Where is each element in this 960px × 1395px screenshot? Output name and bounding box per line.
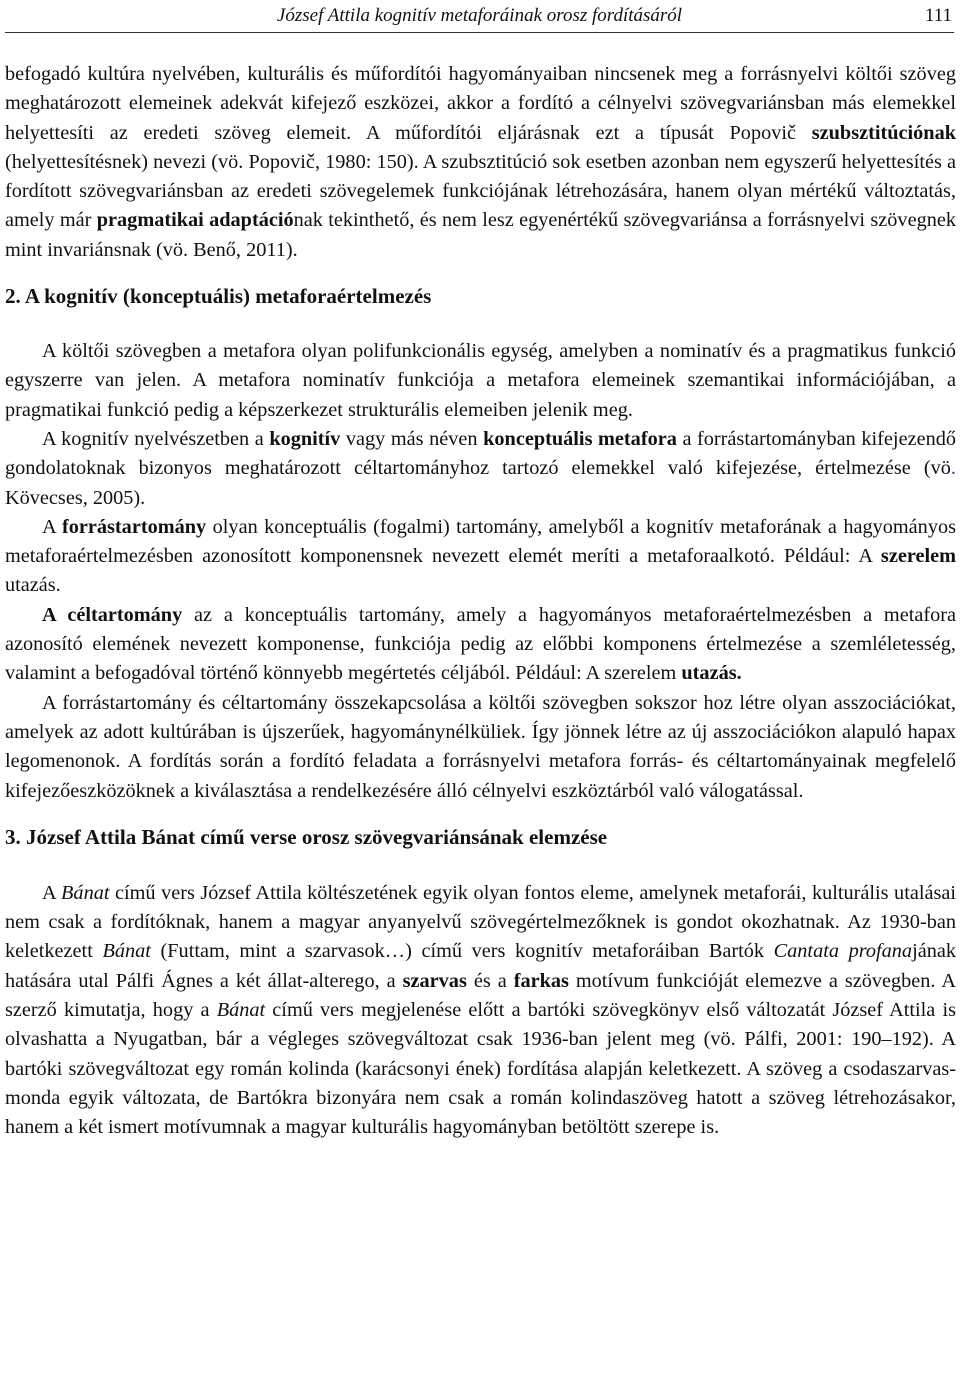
text-run: motívum funkcióját elemezve a szövegben. A szerző kimutatja, hogy a — [5, 969, 957, 1022]
text-run: befogadó kultúra nyelvében, kulturális és műfordítói hagyományaiban nincsenek meg a forrásnyelvi költői szöveg meghatározott elemeinek adekvát kifejező eszközei, akkor a fordító a célnyelvi szövegvariánsban más elemekkel helyettesíti az eredeti szöveg elemeit. A műfordítói eljárásnak ezt a típusát Popovič — [5, 63, 956, 144]
text-run: jának hatására utal Pálfi Ágnes a két állat-alterego, a — [5, 940, 956, 992]
term-bold: A céltartomány — [42, 603, 183, 626]
section-heading-2: 2. A kognitív (konceptuális) metaforaértelmezés — [5, 284, 432, 309]
term-bold: forrástartomány — [62, 515, 207, 538]
term-bold: pragmatikai adaptáció — [96, 209, 294, 232]
term-bold: szerelem — [880, 545, 956, 568]
term-bold: szarvas — [402, 969, 467, 992]
text-run: az a konceptuális tartomány, amely a hagyományos metaforaértelmezésben a metafora azonosító elemének nevezett komponense, funkciója pedig az előbbi komponens értelmezése a szemléletesség, valamint a befogadóval történő könnyebb megértetés céljából. Például: A szerelem — [5, 603, 956, 685]
page-number: 111 — [924, 5, 952, 26]
text-run: vagy más néven — [340, 427, 484, 450]
text-run: Kövecses, 2005). — [5, 486, 146, 509]
title-italic: Bánat — [102, 940, 151, 963]
section-heading-3: 3. József Attila Bánat című verse orosz szövegvariánsának elemzése — [5, 824, 608, 849]
text-run: A — [42, 515, 62, 538]
link-dot: . — [950, 457, 956, 480]
title-italic: Cantata profana — [773, 940, 913, 963]
term-bold: kognitív — [269, 427, 341, 450]
text-run: és a — [466, 969, 514, 992]
text-run: (Futtam, mint a szarvasok…) című vers kognitív metaforáiban Bartók — [150, 940, 774, 963]
text-run: utazás. — [5, 574, 61, 597]
paragraph-4 — [5, 513, 956, 601]
text-run: A kognitív nyelvészetben a — [42, 427, 270, 450]
body-text — [5, 60, 956, 1143]
term-bold: farkas — [513, 969, 569, 992]
title-italic: Bánat — [61, 881, 110, 904]
paragraph-7 — [5, 879, 956, 1143]
paragraph-6: A forrástartomány és céltartomány összekapcsolása a költői szövegben sokszor hoz létre olyan asszociációkat, amelyek az adott kultúrában is újszerűek, hagyománynélküliek. Így jönnek létre az új asszociációkon alapuló hapax legomenonok. A fordítás során a fordító feladata a forrásnyelvi metafora forrás- és céltartományainak megfelelő kifejezőeszközöknek a kiválasztása a rendelkezésére álló célnyelvi eszköztárból való válogatással. — [5, 691, 956, 802]
text-run: (helyettesítésnek) nevezi (vö. Popovič, 1980: 150). A szubsztitúció sok esetben azonban nem egyszerű helyettesítés a fordított szövegvariánsban az eredeti szövegelemek funkciójának létrehozására, hanem olyan mértékű változtatás, amely már — [5, 150, 956, 232]
term-bold: konceptuális metafora — [483, 427, 677, 450]
text-run: olyan konceptuális (fogalmi) tartomány, amelyből a kognitív metaforának a hagyományos metaforaértelmezésben azonosított komponensnek nevezett elemét meríti a metaforaalkotó. Például: A — [5, 515, 956, 568]
running-header — [5, 4, 954, 33]
paragraph-5 — [5, 601, 956, 689]
term-bold: utazás. — [681, 662, 742, 685]
paragraph-1 — [5, 60, 956, 265]
running-title: József Attila kognitív metaforáinak orosz fordításáról — [276, 5, 683, 26]
text-run: című vers megjelenése előtt a bartóki szövegkönyv első változatát József Attila is olvashatta a Nyugatban, bár a végleges szövegváltozat csak 1936-ban jelent meg (vö. Pálfi, 2001: 190–192). A bartóki szövegváltozat egy román kolinda (karácsonyi ének) fordítása alapján keletkezett. A szöveg a csodaszarvas-monda egyik változata, de Bartókra bizonyára nem csak a román kolindaszöveg hatott a szöveg létrehozásakor, hanem a két ismert motívumnak a magyar kulturális hagyományban betöltött szerepe is. — [5, 999, 956, 1139]
paragraph-2: A költői szövegben a metafora olyan polifunkcionális egység, amelyben a nominatív és a pragmatikus funkció egyszerre van jelen. A metafora nominatív funkciója a metafora elemeinek szemantikai információjában, a pragmatikai funkció pedig a képszerkezet strukturális elemeiben jelenik meg. — [5, 340, 956, 421]
text-run: a forrástartományban kifejezendő gondolatoknak bizonyos meghatározott céltartományhoz tartozó elemekkel való kifejezése, értelmezése (vö — [5, 427, 956, 480]
paragraph-3 — [5, 425, 956, 513]
term-bold: szubsztitúciónak — [811, 121, 956, 144]
text-run: című vers József Attila költészetének egyik olyan fontos eleme, amelynek metaforái, kulturális utalásai nem csak a fordítóknak, hanem a magyar anyanyelvű szövegértelmezőknek is gondot okozhatnak. Az 1930-ban keletkezett — [5, 881, 956, 963]
text-run: nak tekinthető, és nem lesz egyenértékű szövegvariánsa a forrásnyelvi szövegnek mint invariánsnak (vö. Benő, 2011). — [5, 209, 956, 261]
text-run: A — [42, 881, 62, 904]
title-italic: Bánat — [216, 999, 266, 1022]
